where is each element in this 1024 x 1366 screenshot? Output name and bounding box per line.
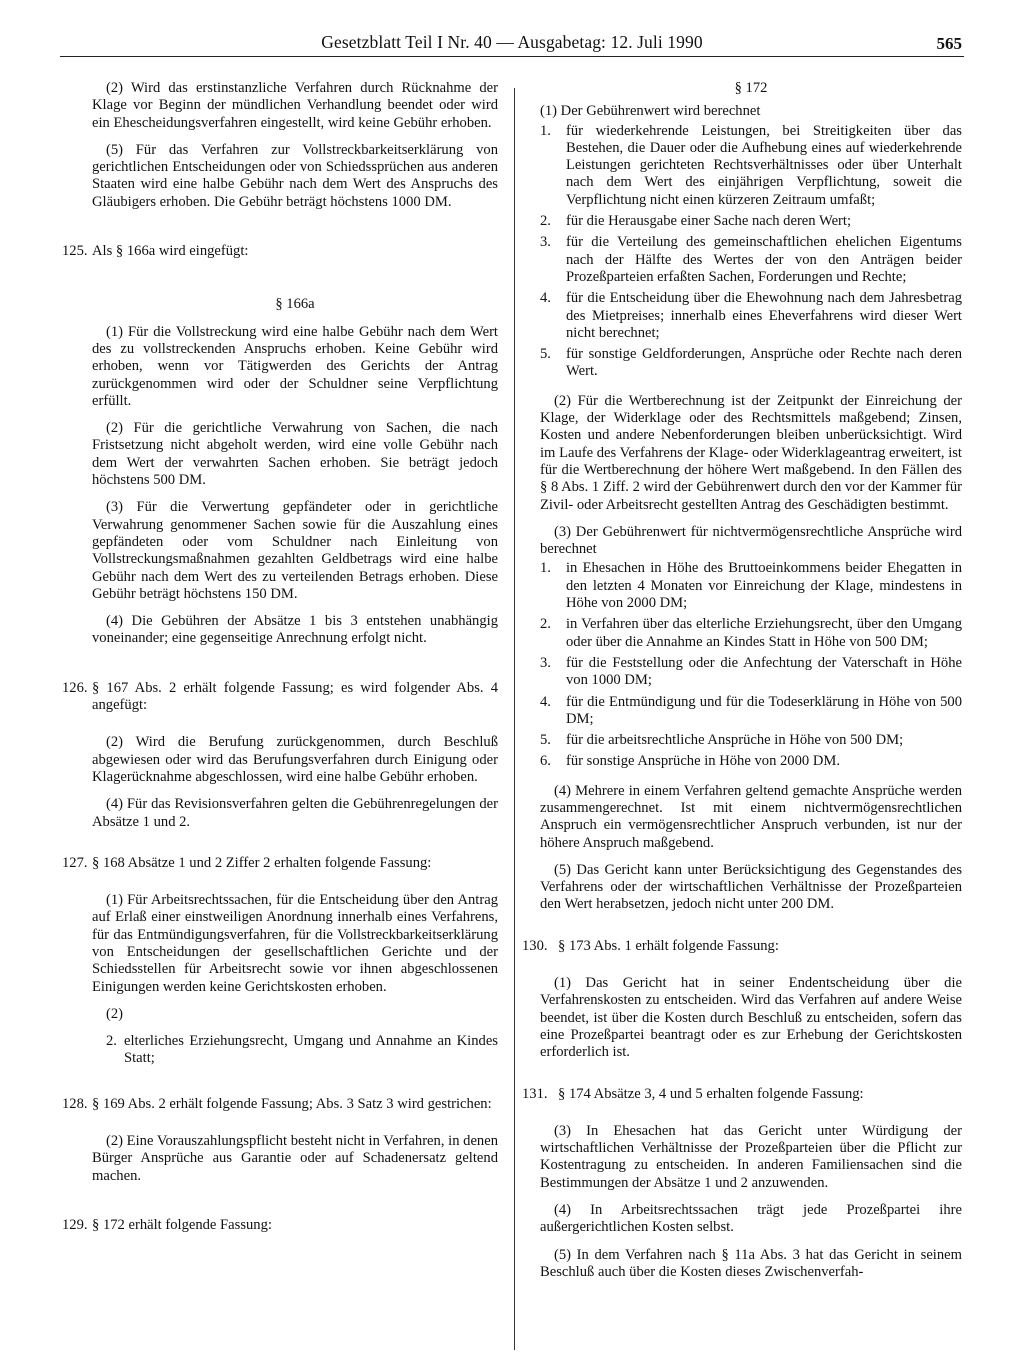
amendment-item-126 — [62, 680, 498, 715]
item-number: 6. — [540, 753, 551, 770]
list-item — [540, 234, 962, 286]
item-number: 5. — [540, 732, 551, 749]
amendment-item-130 — [522, 938, 962, 955]
item-text: § 174 Absätze 3, 4 und 5 erhalten folgende Fassung: — [558, 1085, 864, 1102]
paragraph: (1) Der Gebührenwert wird berechnet — [540, 103, 761, 120]
item-text: für sonstige Geldforderungen, Ansprüche oder Rechte nach deren Wert. — [566, 346, 962, 380]
item-text: § 168 Absätze 1 und 2 Ziffer 2 erhalten folgende Fassung: — [92, 854, 432, 871]
paragraph: (2) Wird das erstinstanzliche Verfahren durch Rücknahme der Klage vor Beginn der mündlichen Verhandlung beendet oder wird ein Ehescheidungsverfahren eingestellt, wird keine Gebühr erhoben. — [92, 80, 498, 131]
paragraph: (2) Für die gerichtliche Verwahrung von Sachen, die nach Fristsetzung nicht abgeholt werden, wird eine volle Gebühr nach dem Wert der verwahrten Sachen erhoben. Sie beträgt jedoch höchstens 500 DM. — [92, 420, 498, 489]
item-text: in Ehesachen in Höhe des Bruttoeinkommens beider Ehegatten in den letzten 4 Monaten vor Einreichung der Klage, mindestens in Höhe von 2000 DM; — [566, 560, 962, 612]
paragraph: (2) Für die Wertberechnung ist der Zeitpunkt der Einreichung der Klage, der Widerklage oder des Rechtsmittels maßgebend; Zinsen, Kosten und andere Nebenforderungen bleiben unberücksichtigt. Wird im Laufe des Verfahrens der Klage- oder Widerklageantrag erweitert, ist für die Wertberechnung der höhere Wert maßgebend. In den Fällen des § 8 Abs. 1 Ziff. 2 wird der Gebührenwert durch den vor der Kammer für Zivil- oder Arbeitsrecht gestellten Antrag des Geschädigten bestimmt. — [540, 392, 963, 513]
item-number: 130. — [522, 937, 548, 954]
item-number: 128. — [62, 1095, 88, 1112]
paragraph: (5) In dem Verfahren nach § 11a Abs. 3 hat das Gericht in seinem Beschluß auch über die Kosten dieses Zwischenverfah- — [540, 1246, 962, 1280]
list-item — [540, 616, 962, 651]
paragraph: (5) Für das Verfahren zur Vollstreckbarkeitserklärung von gerichtlichen Entscheidungen oder von Schiedssprüchen aus anderen Staaten wird eine halbe Gebühr nach dem Wert des Anspruchs des Gläubigers erhoben. Die Gebühr beträgt höchstens 1000 DM. — [92, 141, 498, 210]
list-item — [540, 123, 962, 209]
item-number: 3. — [540, 654, 551, 671]
amendment-item-131 — [522, 1086, 962, 1103]
list-item — [540, 290, 962, 342]
page-number: 565 — [936, 34, 962, 53]
item-text: § 173 Abs. 1 erhält folgende Fassung: — [558, 937, 779, 954]
list-item — [106, 1033, 498, 1068]
item-number: 5. — [540, 346, 551, 363]
paragraph: (4) Die Gebühren der Absätze 1 bis 3 entstehen unabhängig voneinander; eine gegenseitige Anrechnung erfolgt nicht. — [92, 613, 498, 647]
paragraph: (3) Für die Verwertung gepfändeter oder in gerichtliche Verwahrung genommener Sachen sowie für die Auszahlung eines gepfändeten oder vom Schuldner nach Einleitung von Vollstreckungsmaßnahmen gezahlten Geldbetrags wird eine halbe Gebühr nach dem Wert des zu verteilenden Betrags erhoben. Diese Gebühr beträgt höchstens 150 DM. — [92, 499, 498, 602]
page-title: Gesetzblatt Teil I Nr. 40 — Ausgabetag: 12. Juli 1990 — [321, 32, 703, 52]
item-number: 127. — [62, 854, 88, 871]
paragraph: (5) Das Gericht kann unter Berücksichtigung des Gegenstandes des Verfahrens oder der wirtschaftlichen Verhältnisse der Prozeßparteien den Wert herabsetzen, jedoch nicht unter 200 DM. — [540, 861, 962, 913]
amendment-item-128 — [62, 1096, 498, 1113]
item-number: 125. — [62, 243, 88, 260]
paragraph: (3) Der Gebührenwert für nichtvermögensrechtliche Ansprüche wird berechnet — [540, 523, 962, 558]
paragraph: (2) — [106, 1005, 124, 1022]
item-number: 3. — [540, 234, 551, 251]
item-text: für die Verteilung des gemeinschaftlichen ehelichen Eigentums nach der Hälfte des Wertes der von den Anträgen beider Prozeßparteien erfaßten Sachen, Forderungen und Rechte; — [566, 234, 962, 285]
item-text: für sonstige Ansprüche in Höhe von 2000 DM. — [566, 753, 841, 770]
paragraph: (3) In Ehesachen hat das Gericht unter Würdigung der wirtschaftlichen Verhältnisse der Prozeßparteien über die Pflicht zur Kostentragung zu entscheiden. In anderen Familiensachen sind die Bestimmungen der Absätze 1 und 2 anzuwenden. — [540, 1122, 962, 1191]
list-item — [540, 753, 962, 770]
paragraph: (4) Mehrere in einem Verfahren geltend gemachte Ansprüche werden zusammengerechnet. Ist mit einem nichtvermögensrechtlichen Anspruch ein vermögensrechtlicher Anspruch verbunden, ist nur der höhere Anspruch maßgebend. — [540, 782, 962, 851]
item-text: für die arbeitsrechtliche Ansprüche in Höhe von 500 DM; — [566, 732, 904, 749]
paragraph: (2) Eine Vorauszahlungspflicht besteht nicht in Verfahren, in denen Bürger Ansprüche aus Garantie oder auf Schadenersatz geltend machen. — [92, 1133, 498, 1184]
item-text: für die Entscheidung über die Ehewohnung nach dem Jahresbetrag des Mietpreises; innerhalb eines Eheverfahrens wird dieser Wert nicht berechnet; — [566, 290, 962, 341]
item-number: 4. — [540, 290, 551, 307]
item-number: 1. — [540, 560, 551, 577]
paragraph: (1) Für die Vollstreckung wird eine halbe Gebühr nach dem Wert des zu vollstreckenden Anspruchs erhoben. Keine Gebühr wird erhoben, wenn vor Tätigwerden des Gerichts der Antrag zurückgenommen wird oder der Schuldner seine Verpflichtung erfüllt. — [92, 323, 498, 409]
item-text: für die Herausgabe einer Sache nach deren Wert; — [566, 213, 852, 230]
list-item — [540, 655, 962, 690]
item-text: § 167 Abs. 2 erhält folgende Fassung; es wird folgender Abs. 4 angefügt: — [92, 679, 498, 714]
item-text: elterliches Erziehungsrecht, Umgang und Annahme an Kindes Statt; — [124, 1033, 498, 1067]
item-text: für die Feststellung oder die Anfechtung der Vaterschaft in Höhe von 1000 DM; — [566, 654, 962, 689]
amendment-item-129 — [62, 1217, 498, 1234]
list-item — [540, 346, 962, 381]
list-item — [540, 213, 962, 230]
item-text: für wiederkehrende Leistungen, bei Streitigkeiten über das Bestehen, die Dauer oder die Aufhebung eines auf wiederkehrende Leistungen gerichteten Rechtsverhältnisses oder über Unterhalt nach dem Wert des einjährigen Verpflichtung, soweit die Verpflichtung nicht einen kürzeren Zeitraum umfaßt; — [566, 122, 962, 208]
list-item — [540, 732, 962, 749]
paragraph: (1) Für Arbeitsrechtssachen, für die Entscheidung über den Antrag auf Erlaß einer einstweiligen Anordnung innerhalb eines Verfahrens, für das Entmündigungsverfahren, für die Vollstreckbarkeitserklärung von Entscheidungen der gesellschaftlichen Gerichte und der Schiedsstellen für Arbeitsrecht sowie vor ihnen abgeschlossenen Einigungen werden keine Gerichtskosten erhoben. — [92, 892, 498, 995]
paragraph: (4) In Arbeitsrechtssachen trägt jede Prozeßpartei ihre außergerichtlichen Kosten selbst. — [540, 1202, 962, 1236]
item-number: 129. — [62, 1216, 88, 1233]
item-number: 4. — [540, 693, 551, 710]
paragraph: (2) Wird die Berufung zurückgenommen, durch Beschluß abgewiesen oder wird das Berufungsverfahren durch Einigung oder Klagerücknahme abgeschlossen, wird eine halbe Gebühr erhoben. — [92, 734, 498, 785]
left-column — [62, 80, 498, 1240]
item-number: 126. — [62, 679, 88, 696]
column-divider — [514, 88, 515, 1350]
item-number: 131. — [522, 1085, 548, 1102]
item-text: in Verfahren über das elterliche Erziehungsrecht, über den Umgang oder über die Annahme an Kindes Statt in Höhe von 500 DM; — [566, 616, 962, 650]
paragraph: (4) Für das Revisionsverfahren gelten die Gebührenregelungen der Absätze 1 und 2. — [92, 796, 498, 830]
paragraph: (1) Das Gericht hat in seiner Endentscheidung über die Verfahrenskosten zu entscheiden. Wird das Verfahren auf andere Weise beendet, ist über die Kosten durch Beschluß zu entscheiden, sofern das eine Prozeßpartei beantragt oder es zur Erhebung der Gerichtskosten erforderlich ist. — [540, 975, 962, 1061]
item-text: Als § 166a wird eingefügt: — [92, 243, 249, 260]
item-number: 2. — [540, 616, 551, 633]
header-rule — [60, 56, 964, 57]
value-list-1 — [540, 123, 962, 381]
right-column — [522, 80, 962, 1291]
item-number: 1. — [540, 122, 551, 139]
item-number: 2. — [540, 213, 551, 230]
section-heading: § 166a — [275, 296, 315, 313]
item-number: 2. — [106, 1033, 117, 1050]
amendment-item-127 — [62, 855, 498, 872]
section-heading: § 172 — [734, 80, 768, 96]
list-item — [540, 560, 962, 612]
item-text: § 169 Abs. 2 erhält folgende Fassung; Abs. 3 Satz 3 wird gestrichen: — [92, 1095, 492, 1112]
value-list-3 — [540, 560, 962, 770]
amendment-item-125 — [62, 243, 498, 260]
list-item — [540, 694, 962, 729]
item-text: für die Entmündigung und für die Todeserklärung in Höhe von 500 DM; — [566, 693, 962, 727]
item-text: § 172 erhält folgende Fassung: — [92, 1216, 272, 1233]
